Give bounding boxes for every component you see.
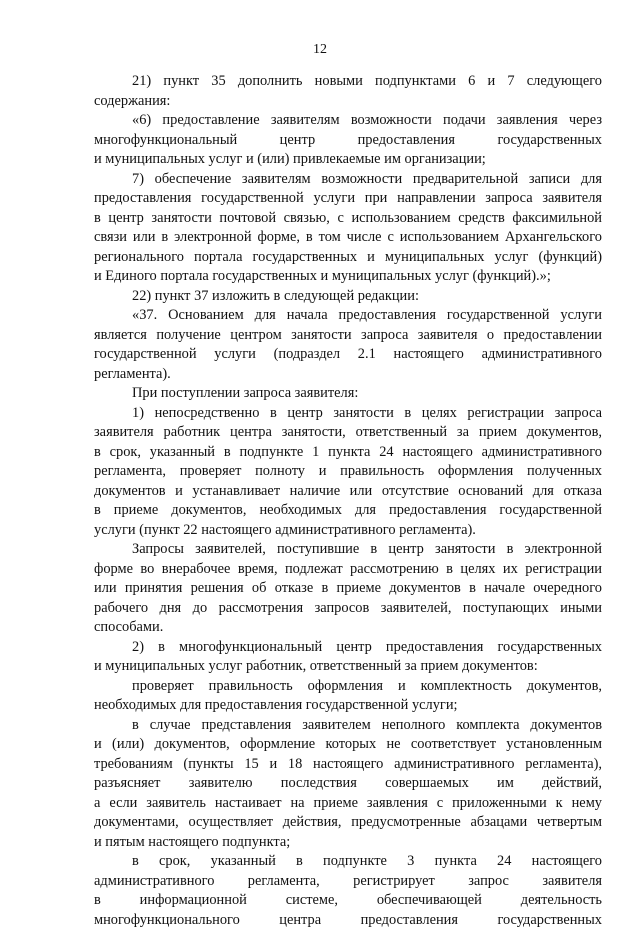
text-line: 1) непосредственно в центр занятости в целях регистрации запроса <box>94 404 602 424</box>
text-line: Запросы заявителей, поступившие в центр занятости в электронной <box>94 540 602 560</box>
text-line: предоставления государственной услуги при направлении запроса заявителя <box>94 189 602 209</box>
text-line: и муниципальных услуг работник, ответственный за прием документов: <box>94 657 602 677</box>
text-line: разъясняет заявителю последствия совершаемых им действий, <box>94 774 602 794</box>
text-line: требованиям (пункты 15 и 18 настоящего административного регламента), <box>94 755 602 775</box>
text-line: и пятым настоящего подпункта; <box>94 833 602 853</box>
text-line: в центр занятости почтовой связью, с использованием средств факсимильной <box>94 209 602 229</box>
text-line: связи или в электронной форме, в том числе с использованием Архангельского <box>94 228 602 248</box>
text-line: в информационной системе, обеспечивающей деятельность <box>94 891 602 911</box>
text-line: проверяет правильность оформления и комплектность документов, <box>94 677 602 697</box>
text-line: регионального портала государственных и муниципальных услуг (функций) <box>94 248 602 268</box>
text-line: 21) пункт 35 дополнить новыми подпунктами 6 и 7 следующего <box>94 72 602 92</box>
text-line: в случае представления заявителем неполного комплекта документов <box>94 716 602 736</box>
text-line: содержания: <box>94 92 602 112</box>
text-line: необходимых для предоставления государственной услуги; <box>94 696 602 716</box>
text-line: способами. <box>94 618 602 638</box>
text-line: 7) обеспечение заявителям возможности предварительной записи для <box>94 170 602 190</box>
text-line: и (или) документов, оформление которых не соответствует установленным <box>94 735 602 755</box>
text-line: «37. Основанием для начала предоставления государственной услуги <box>94 306 602 326</box>
text-line: «6) предоставление заявителям возможности подачи заявления через <box>94 111 602 131</box>
text-line: рабочего дня до рассмотрения запросов заявителей, поступающих иными <box>94 599 602 619</box>
text-line: является получение центром занятости запроса заявителя о предоставлении <box>94 326 602 346</box>
text-line: в срок, указанный в подпункте 1 пункта 24 настоящего административного <box>94 443 602 463</box>
text-line: заявителя работник центра занятости, ответственный за прием документов, <box>94 423 602 443</box>
text-line: в приеме документов, необходимых для предоставления государственной <box>94 501 602 521</box>
text-line: административного регламента, регистрирует запрос заявителя <box>94 872 602 892</box>
text-line: форме во внерабочее время, подлежат рассмотрению в целях их регистрации <box>94 560 602 580</box>
text-line: При поступлении запроса заявителя: <box>94 384 602 404</box>
text-line: 2) в многофункциональный центр предоставления государственных <box>94 638 602 658</box>
document-body <box>94 72 602 930</box>
text-line: документами, осуществляет действия, предусмотренные абзацами четвертым <box>94 813 602 833</box>
text-line: в срок, указанный в подпункте 3 пункта 24 настоящего <box>94 852 602 872</box>
page-number: 12 <box>0 42 640 58</box>
text-line: и Единого портала государственных и муниципальных услуг (функций).»; <box>94 267 602 287</box>
text-line: многофункциональный центр предоставления государственных <box>94 131 602 151</box>
text-line: регламента, проверяет полноту и правильность оформления полученных <box>94 462 602 482</box>
text-line: документов и устанавливает наличие или отсутствие оснований для отказа <box>94 482 602 502</box>
text-line: регламента). <box>94 365 602 385</box>
text-line: 22) пункт 37 изложить в следующей редакции: <box>94 287 602 307</box>
text-line: а если заявитель настаивает на приеме заявления с приложенными к нему <box>94 794 602 814</box>
text-line: услуги (пункт 22 настоящего административного регламента). <box>94 521 602 541</box>
text-line: многофункционального центра предоставления государственных <box>94 911 602 930</box>
text-line: и муниципальных услуг и (или) привлекаемые им организации; <box>94 150 602 170</box>
text-line: государственной услуги (подраздел 2.1 настоящего административного <box>94 345 602 365</box>
text-line: или принятия решения об отказе в приеме документов в начале очередного <box>94 579 602 599</box>
